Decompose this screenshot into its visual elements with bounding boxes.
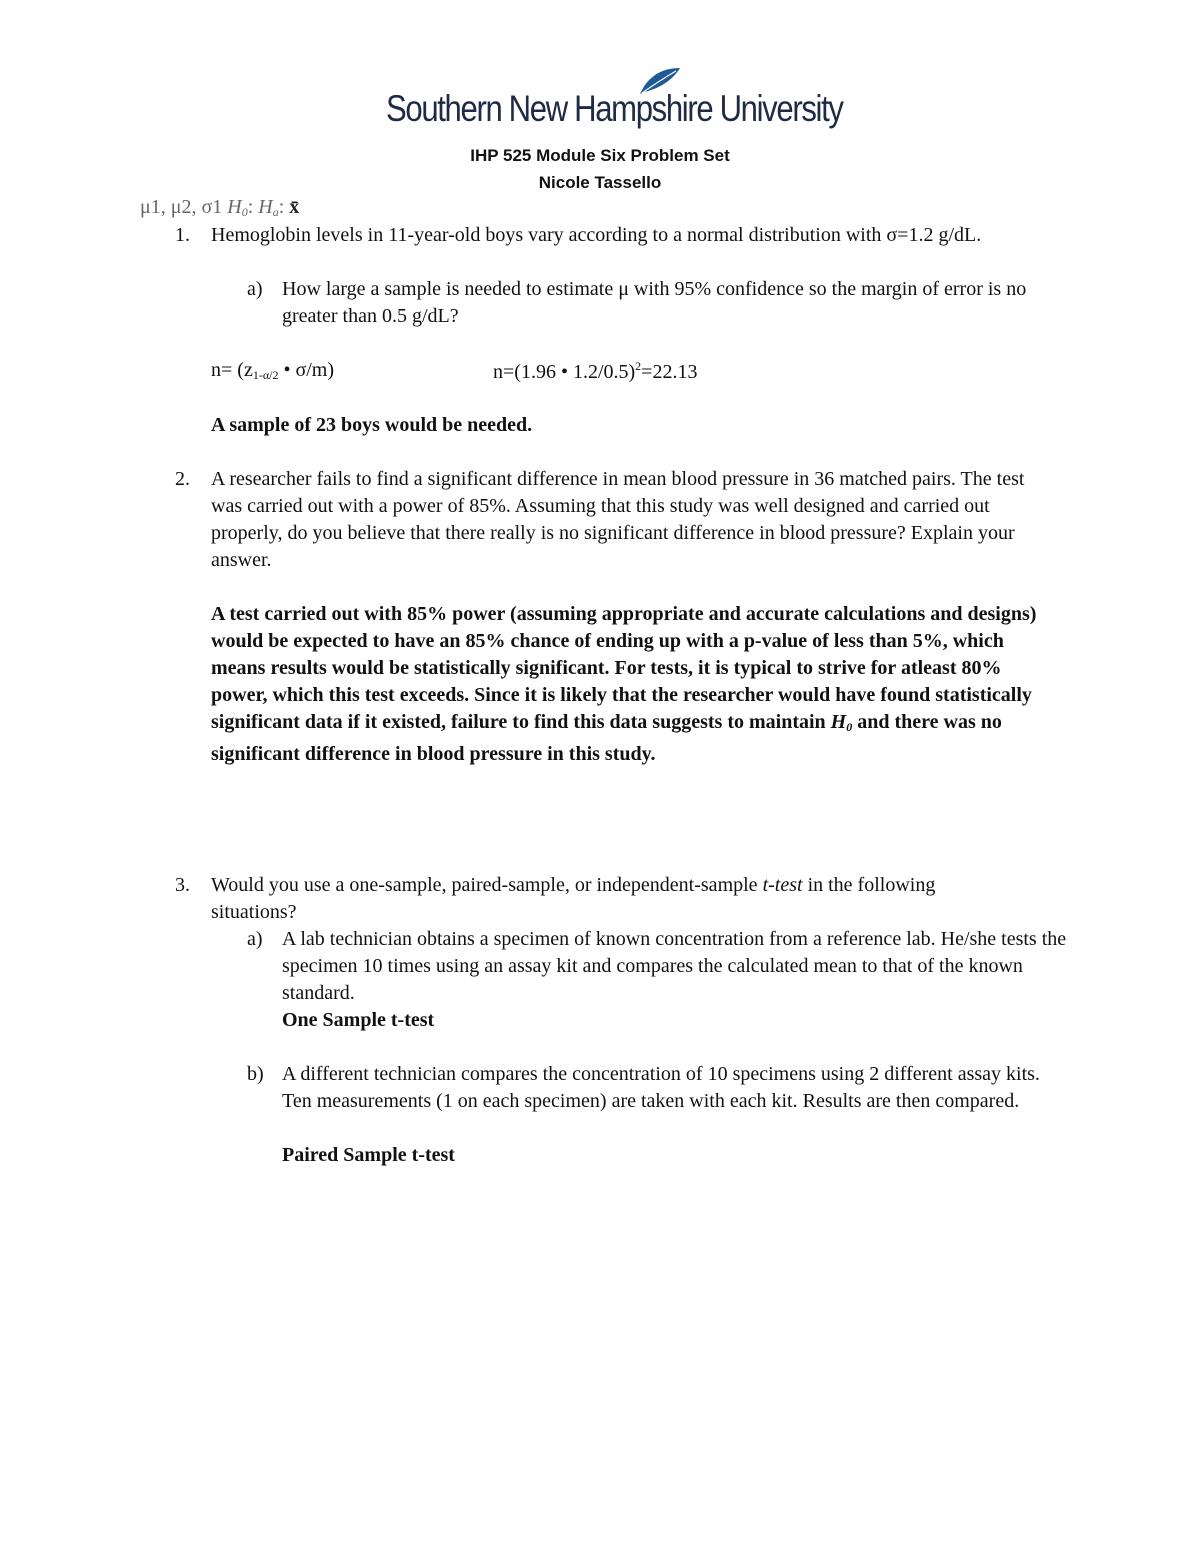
q1-formula-solution bbox=[493, 359, 697, 384]
symbol-h0: H bbox=[227, 196, 242, 218]
formula-right-sup: 2 bbox=[635, 359, 642, 373]
q1a-label: a) bbox=[247, 278, 263, 300]
symbol-sep: : bbox=[247, 196, 259, 218]
formula-left-sub: 1-α/2 bbox=[252, 368, 279, 382]
q3a-answer: One Sample t-test bbox=[282, 1009, 435, 1031]
q3a-label: a) bbox=[247, 928, 263, 950]
q1-formula-general bbox=[211, 359, 334, 383]
q2-answer bbox=[211, 601, 1061, 768]
q2-answer-text: A test carried out with 85% power (assuming appropriate and accurate calculations and designs) would be expected to have an 85% chance of ending up with a p-value of less than 5%, which means results would be statistically significant. For tests, it is typical to strive for atleast 80% power, which this test exceeds. Since it is likely that the researcher would have found statistically significant data if it existed, failure to find this data suggests to maintain bbox=[211, 603, 1037, 733]
symbol-colon: : bbox=[278, 196, 290, 218]
formula-left-pre: n= (z bbox=[211, 359, 253, 381]
q1-text: Hemoglobin levels in 11-year-old boys vary according to a normal distribution with σ=1.2 g/dL. bbox=[211, 224, 982, 246]
formula-left-post: • σ/m) bbox=[278, 359, 335, 381]
document-author: Nicole Tassello bbox=[538, 173, 662, 192]
formula-right-post: =22.13 bbox=[641, 361, 698, 383]
q2-answer-h: H bbox=[830, 711, 847, 733]
q3-text-em: t-test bbox=[762, 874, 803, 896]
q3-number: 3. bbox=[175, 874, 190, 896]
logo-wordmark: Southern New Hampshire University bbox=[386, 88, 843, 129]
symbol-mu-sigma: μ1, μ2, σ1 bbox=[140, 196, 228, 218]
university-logo bbox=[386, 66, 843, 138]
q3b-answer: Paired Sample t-test bbox=[282, 1144, 455, 1166]
q2-text: A researcher fails to find a significant difference in mean blood pressure in 36 matched pairs. The test was carried out with a power of 85%. Assuming that this study was well designed and carried out properly, do you believe that there really is no significant difference in blood pressure? Explain your answer. bbox=[211, 468, 1025, 571]
q3b-text: A different technician compares the concentration of 10 specimens using 2 different assay kits. Ten measurements (1 on each specimen) are taken with each kit. Results are then compared. bbox=[282, 1063, 1040, 1112]
q2-answer-tail: and there was no significant difference in blood pressure in this study. bbox=[211, 711, 1002, 765]
q3a-text: A lab technician obtains a specimen of known concentration from a reference lab. He/she tests the specimen 10 times using an assay kit and compares the calculated mean to that of the known standard. bbox=[282, 928, 1067, 1004]
symbol-ha: H bbox=[258, 196, 273, 218]
symbol-h0-sub: 0 bbox=[241, 205, 248, 219]
q2-number: 2. bbox=[175, 468, 190, 490]
document-title: IHP 525 Module Six Problem Set bbox=[470, 146, 730, 165]
q1a-text: How large a sample is needed to estimate μ with 95% confidence so the margin of error is no greater than 0.5 g/dL? bbox=[282, 278, 1027, 327]
q2-answer-h-sub: 0 bbox=[846, 720, 853, 734]
q3-text-pre: Would you use a one-sample, paired-sample, or independent-sample bbox=[211, 874, 763, 896]
q3-text-post: in the following situations? bbox=[211, 874, 936, 923]
q1-answer: A sample of 23 boys would be needed. bbox=[211, 414, 533, 436]
q3b-label: b) bbox=[247, 1063, 264, 1085]
q3-text bbox=[211, 872, 1001, 926]
formula-right-pre: n=(1.96 • 1.2/0.5) bbox=[493, 361, 636, 383]
symbol-xbar: x̄ bbox=[289, 196, 300, 218]
symbol-line bbox=[140, 196, 299, 220]
q1-number: 1. bbox=[175, 224, 190, 246]
symbol-ha-sub: a bbox=[272, 205, 279, 219]
